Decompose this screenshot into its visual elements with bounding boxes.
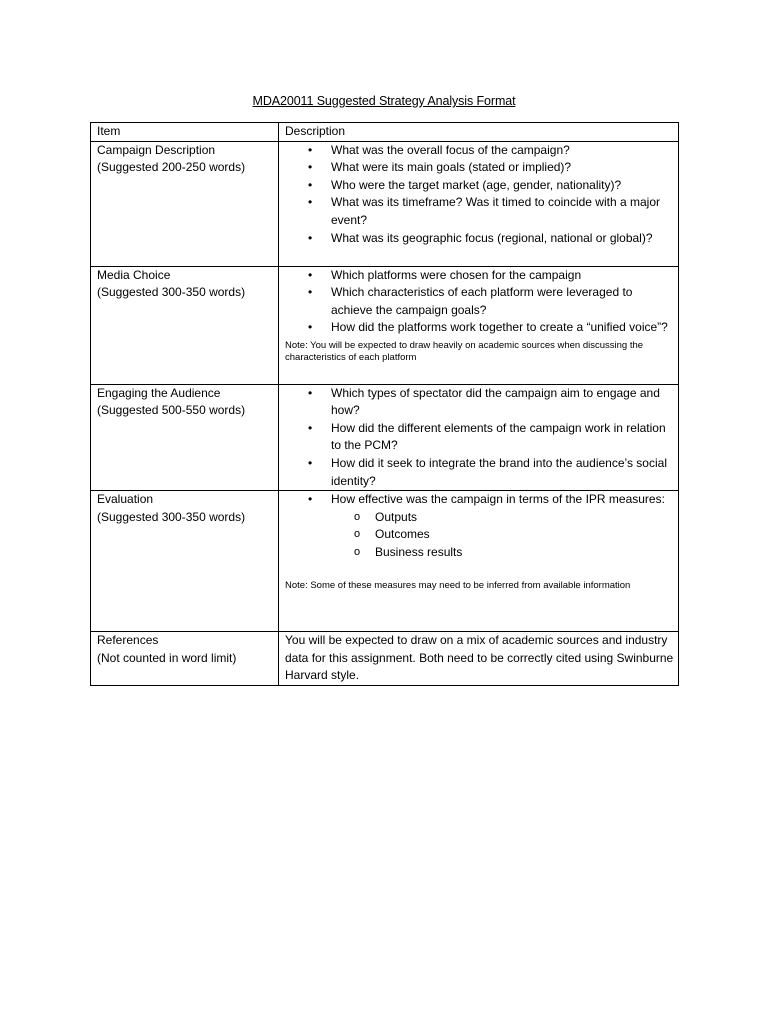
- item-word-limit: (Not counted in word limit): [97, 650, 237, 665]
- bullet-item: • How did the platforms work together to create a “unified voice”?: [331, 319, 674, 337]
- sub-bullet-item: o Outputs: [375, 509, 674, 527]
- table-row-media-choice: [91, 266, 679, 384]
- item-word-limit: (Suggested 200-250 words): [97, 160, 246, 175]
- description-cell: [279, 632, 679, 686]
- item-word-limit: (Suggested 500-550 words): [97, 403, 246, 418]
- sub-bullet-item: o Outcomes: [375, 526, 674, 544]
- bullet-list: [285, 267, 674, 337]
- document-title: MDA20011 Suggested Strategy Analysis Format: [252, 94, 516, 108]
- item-name: Engaging the Audience: [97, 385, 221, 400]
- description-cell: [279, 141, 679, 266]
- item-name: References: [97, 633, 159, 648]
- item-word-limit: (Suggested 300-350 words): [97, 285, 246, 300]
- item-cell: [91, 141, 279, 266]
- bullet-item: • What was its timeframe? Was it timed to coincide with a major event?: [331, 194, 674, 229]
- table-row-references: [91, 632, 679, 686]
- bullet-item: • Who were the target market (age, gender, nationality)?: [331, 177, 674, 195]
- table-row-campaign-description: [91, 141, 679, 266]
- bullet-item: • What was the overall focus of the campaign?: [331, 142, 674, 160]
- description-cell: [279, 266, 679, 384]
- bullet-item: • Which characteristics of each platform were leveraged to achieve the campaign goals?: [331, 284, 674, 319]
- item-word-limit: (Suggested 300-350 words): [97, 509, 246, 524]
- bullet-list: [285, 385, 674, 491]
- bullet-item: [331, 491, 674, 561]
- bullet-item: • What was its geographic focus (regional, national or global)?: [331, 230, 674, 248]
- sub-bullet-item: o Business results: [375, 544, 674, 562]
- bullet-item: • How did it seek to integrate the brand into the audience’s social identity?: [331, 455, 674, 490]
- bullet-list: [285, 491, 674, 561]
- bullet-item: • Which types of spectator did the campaign aim to engage and how?: [331, 385, 674, 420]
- item-cell: [91, 632, 279, 686]
- bullet-item: • What were its main goals (stated or implied)?: [331, 159, 674, 177]
- item-name: Campaign Description: [97, 142, 216, 157]
- description-cell: [279, 491, 679, 632]
- header-description: Description: [279, 123, 679, 142]
- header-item: Item: [91, 123, 279, 142]
- note-text: Note: You will be expected to draw heavily on academic sources when discussing the characteristics of each platform: [285, 339, 644, 364]
- item-name: Evaluation: [97, 492, 154, 507]
- strategy-analysis-table: [90, 122, 679, 686]
- sub-bullet-list: [331, 509, 674, 562]
- references-text: You will be expected to draw on a mix of academic sources and industry data for this assignment. Both need to be correctly cited using Swinburne Harvard style.: [285, 633, 674, 683]
- note-text: Note: Some of these measures may need to be inferred from available information: [285, 579, 631, 591]
- bullet-item: • Which platforms were chosen for the campaign: [331, 267, 674, 285]
- item-cell: [91, 384, 279, 491]
- table-header-row: [91, 123, 679, 142]
- item-cell: [91, 266, 279, 384]
- bullet-item: • How did the different elements of the campaign work in relation to the PCM?: [331, 420, 674, 455]
- description-cell: [279, 384, 679, 491]
- item-name: Media Choice: [97, 267, 171, 282]
- item-cell: [91, 491, 279, 632]
- table-row-engaging-the-audience: [91, 384, 679, 491]
- bullet-text: How effective was the campaign in terms of the IPR measures:: [331, 492, 665, 507]
- bullet-list: [285, 142, 674, 248]
- table-row-evaluation: [91, 491, 679, 632]
